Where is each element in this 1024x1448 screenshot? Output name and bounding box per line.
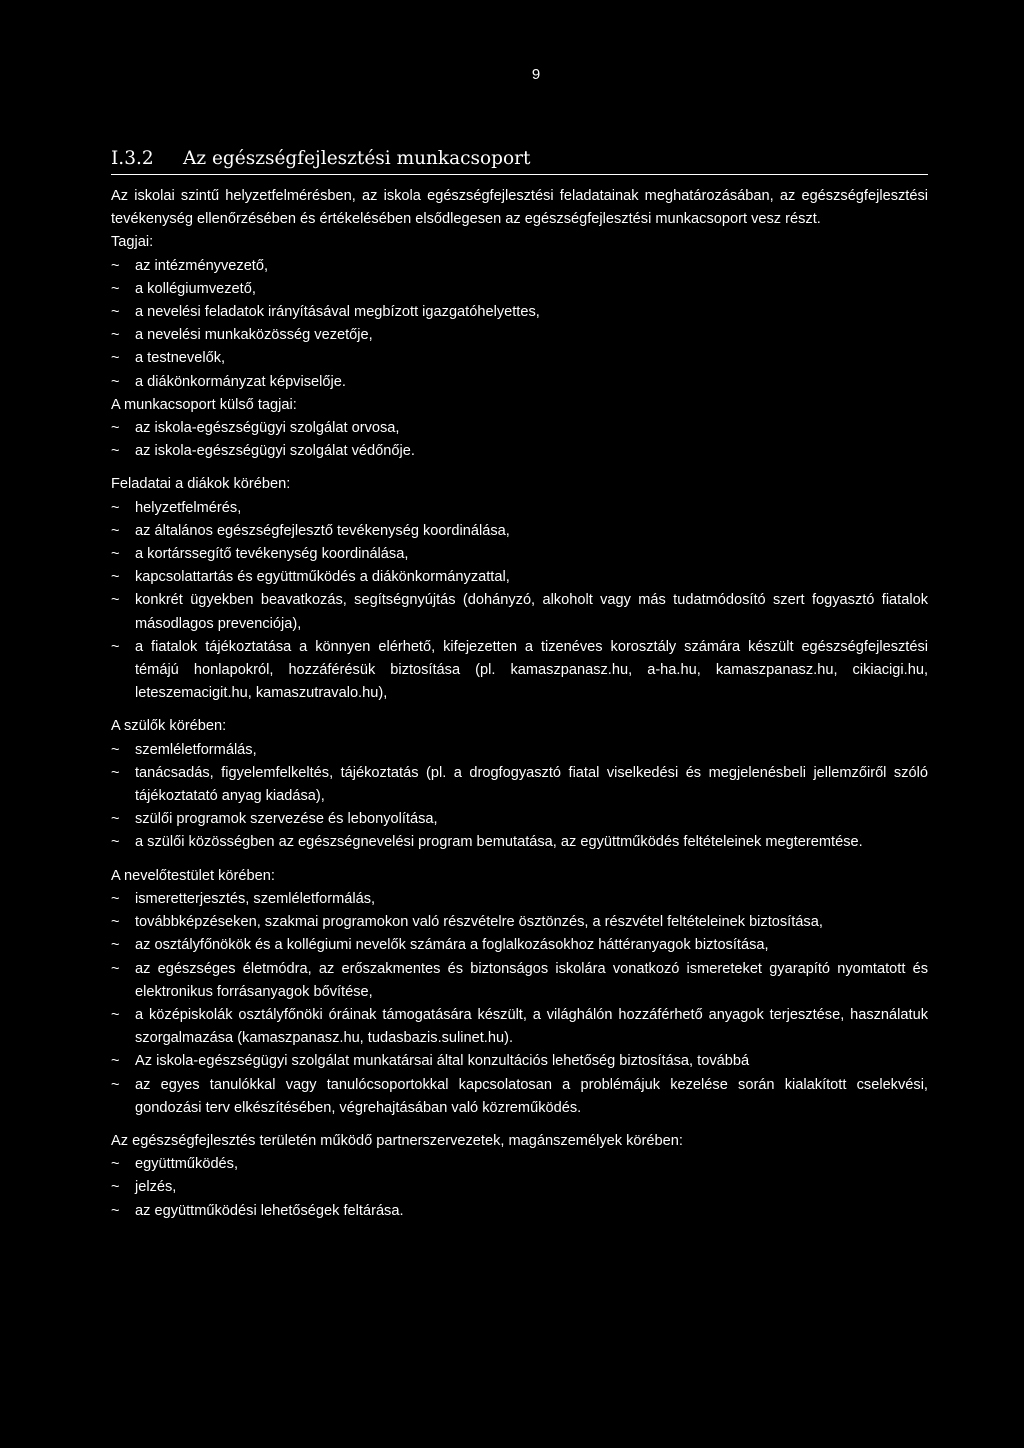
list-item xyxy=(111,1074,928,1120)
section-heading xyxy=(111,146,928,175)
tilde-bullet-icon: ~ xyxy=(111,764,120,781)
members-label: Tagjai: xyxy=(111,234,154,251)
tilde-bullet-icon: ~ xyxy=(111,1053,120,1070)
partners-tasks-list xyxy=(111,1153,928,1223)
tilde-bullet-icon: ~ xyxy=(111,280,120,297)
parents-label: A szülők körében: xyxy=(111,718,227,735)
tilde-bullet-icon: ~ xyxy=(111,304,120,321)
list-item-text: konkrét ügyekben beavatkozás, segítségnyújtás (dohányzó, alkoholt vagy más tudatmódosító szert fogyasztó fiatalok másodlagos prevenciója), xyxy=(135,592,928,632)
list-item-text: az együttműködési lehetőségek feltárása. xyxy=(135,1202,404,1219)
list-item-text: szemléletformálás, xyxy=(135,741,257,758)
list-item xyxy=(111,255,928,278)
list-item-text: az iskola-egészségügyi szolgálat védőnője. xyxy=(135,443,415,460)
list-item-text: a nevelési munkaközösség vezetője, xyxy=(135,327,373,344)
list-item-text: helyzetfelmérés, xyxy=(135,499,242,516)
students-label: Feladatai a diákok körében: xyxy=(111,476,291,493)
tilde-bullet-icon: ~ xyxy=(111,914,120,931)
list-item xyxy=(111,739,928,762)
tilde-bullet-icon: ~ xyxy=(111,890,120,907)
list-item xyxy=(111,324,928,347)
list-item-text: az osztályfőnökök és a kollégiumi nevelők számára a foglalkozásokhoz háttéranyagok biztosítása, xyxy=(135,937,769,954)
students-tasks-list xyxy=(111,497,928,706)
list-item xyxy=(111,888,928,911)
intro-paragraph: Az iskolai szintű helyzetfelmérésben, az iskola egészségfejlesztési feladatainak meghatározásában, az egészségfejlesztési tevékenység ellenőrzésében és értékelésében elsődlegesen az egészségfejlesztési munkacsoport vesz részt. xyxy=(111,188,928,228)
list-item-text: az intézményvezető, xyxy=(135,257,269,274)
tilde-bullet-icon: ~ xyxy=(111,420,120,437)
tilde-bullet-icon: ~ xyxy=(111,638,120,655)
list-item-text: az egyes tanulókkal vagy tanulócsoportokkal kapcsolatosan a problémájuk kezelése során kialakított cselekvési, gondozási terv elkészítésében, végrehajtásában való közreműködés. xyxy=(135,1076,928,1116)
list-item-text: az általános egészségfejlesztő tevékenység koordinálása, xyxy=(135,522,510,539)
list-item xyxy=(111,1004,928,1050)
external-members-label: A munkacsoport külső tagjai: xyxy=(111,396,297,413)
list-item-text: szülői programok szervezése és lebonyolítása, xyxy=(135,811,438,828)
staff-tasks-list xyxy=(111,888,928,1120)
tilde-bullet-icon: ~ xyxy=(111,350,120,367)
tilde-bullet-icon: ~ xyxy=(111,522,120,539)
list-item xyxy=(111,934,928,957)
list-item xyxy=(111,566,928,589)
tilde-bullet-icon: ~ xyxy=(111,937,120,954)
list-item xyxy=(111,1200,928,1223)
list-item-text: a nevelési feladatok irányításával megbízott igazgatóhelyettes, xyxy=(135,304,540,321)
tilde-bullet-icon: ~ xyxy=(111,592,120,609)
list-item xyxy=(111,371,928,394)
list-item xyxy=(111,347,928,370)
partners-label: Az egészségfejlesztés területén működő partnerszervezetek, magánszemélyek körében: xyxy=(111,1132,683,1149)
list-item-text: Az iskola-egészségügyi szolgálat munkatársai által konzultációs lehetőség biztosítása, továbbá xyxy=(135,1053,750,1070)
list-item xyxy=(111,808,928,831)
tilde-bullet-icon: ~ xyxy=(111,373,120,390)
page-number: 9 xyxy=(531,66,541,83)
tilde-bullet-icon: ~ xyxy=(111,1156,120,1173)
list-item xyxy=(111,911,928,934)
tilde-bullet-icon: ~ xyxy=(111,1179,120,1196)
section-number: I.3.2 xyxy=(111,148,154,169)
list-item-text: ismeretterjesztés, szemléletformálás, xyxy=(135,890,376,907)
tilde-bullet-icon: ~ xyxy=(111,1202,120,1219)
list-item xyxy=(111,1176,928,1199)
list-item-text: a szülői közösségben az egészségnevelési program bemutatása, az együttműködés feltételeinek megteremtése. xyxy=(135,834,863,851)
list-item xyxy=(111,497,928,520)
list-item-text: továbbképzéseken, szakmai programokon való részvételre ösztönzés, a részvétel feltételeinek biztosítása, xyxy=(135,914,823,931)
list-item-text: a középiskolák osztályfőnöki óráinak támogatására készült, a világhálón hozzáférhető anyagok terjesztése, használatuk szorgalmazása (kamaszpanasz.hu, tudasbazis.sulinet.hu). xyxy=(135,1006,928,1047)
list-item-text: az iskola-egészségügyi szolgálat orvosa, xyxy=(135,420,400,437)
tilde-bullet-icon: ~ xyxy=(111,811,120,828)
list-item xyxy=(111,1050,928,1073)
list-item-text: tanácsadás, figyelemfelkeltés, tájékoztatás (pl. a drogfogyasztó fiatal viselkedési és megjelenésbeli jellemzőiről szóló tájékoztatató anyag kiadása), xyxy=(135,764,928,805)
tilde-bullet-icon: ~ xyxy=(111,546,120,563)
tilde-bullet-icon: ~ xyxy=(111,1076,120,1093)
tilde-bullet-icon: ~ xyxy=(111,257,120,274)
list-item xyxy=(111,278,928,301)
list-item xyxy=(111,543,928,566)
tilde-bullet-icon: ~ xyxy=(111,1006,120,1023)
list-item xyxy=(111,958,928,1004)
list-item-text: együttműködés, xyxy=(135,1156,239,1173)
tilde-bullet-icon: ~ xyxy=(111,960,120,977)
list-item xyxy=(111,636,928,706)
document-body xyxy=(111,185,928,1223)
list-item-text: jelzés, xyxy=(135,1179,177,1196)
list-item xyxy=(111,762,928,808)
list-item-text: kapcsolattartás és együttműködés a diákönkormányzattal, xyxy=(135,569,510,586)
tilde-bullet-icon: ~ xyxy=(111,834,120,851)
section-title: Az egészségfejlesztési munkacsoport xyxy=(183,148,531,169)
tilde-bullet-icon: ~ xyxy=(111,327,120,344)
list-item xyxy=(111,520,928,543)
list-item-text: a kortárssegítő tevékenység koordinálása, xyxy=(135,546,409,563)
list-item-text: az egészséges életmódra, az erőszakmentes és biztonságos iskolára vonatkozó ismereteket gyarapító nyomtatott és elektronikus forrásanyagok bővítése, xyxy=(135,960,928,1000)
list-item xyxy=(111,831,928,854)
list-item xyxy=(111,1153,928,1176)
list-item xyxy=(111,589,928,635)
parents-tasks-list xyxy=(111,739,928,855)
list-item-text: a testnevelők, xyxy=(135,350,226,367)
list-item xyxy=(111,417,928,440)
list-item-text: a diákönkormányzat képviselője. xyxy=(135,373,346,390)
tilde-bullet-icon: ~ xyxy=(111,499,120,516)
staff-label: A nevelőtestület körében: xyxy=(111,867,275,884)
list-item xyxy=(111,440,928,463)
list-item-text: a fiatalok tájékoztatása a könnyen elérhető, kifejezetten a tizenéves korosztály számára készült egészségfejlesztési témájú honlapokról, hozzáférésük biztosítása (pl. kamaszpanasz.hu, a-ha.hu, kamaszpanasz.hu, cikiacigi.hu, leteszemacigit.hu, kamaszutravalo.hu), xyxy=(135,638,928,702)
members-list xyxy=(111,255,928,394)
tilde-bullet-icon: ~ xyxy=(111,569,120,586)
tilde-bullet-icon: ~ xyxy=(111,443,120,460)
tilde-bullet-icon: ~ xyxy=(111,741,120,758)
external-members-list xyxy=(111,417,928,463)
list-item xyxy=(111,301,928,324)
list-item-text: a kollégiumvezető, xyxy=(135,280,256,297)
